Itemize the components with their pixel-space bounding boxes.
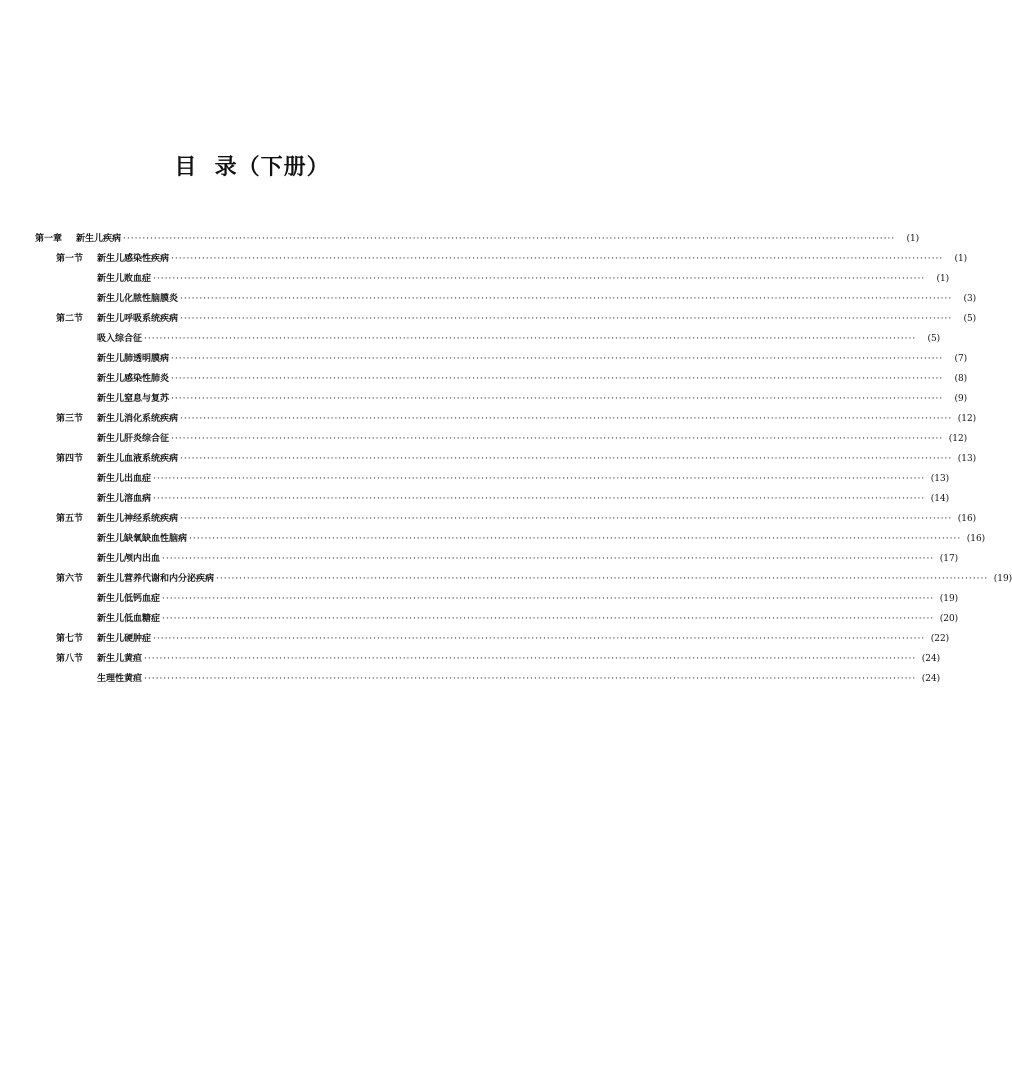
dot-leader: ········································································································································································································ bbox=[171, 394, 944, 404]
toc-page-number: (12) bbox=[948, 434, 968, 444]
toc-entry-title: 新生儿营养代谢和内分泌疾病 bbox=[97, 574, 215, 584]
toc-entry bbox=[0, 371, 968, 387]
page-title: 目 录（下册） bbox=[174, 155, 330, 180]
toc-page-number: (24) bbox=[921, 674, 941, 684]
dot-leader: ········································································································································································································ bbox=[153, 494, 926, 504]
toc-page-number: (13) bbox=[957, 454, 977, 464]
toc-entry bbox=[0, 291, 977, 307]
dot-leader: ········································································································································································································ bbox=[144, 674, 917, 684]
toc-entry bbox=[0, 571, 1012, 587]
dot-leader: ········································································································································································································ bbox=[180, 514, 953, 524]
toc-page-number: (8) bbox=[954, 374, 968, 384]
dot-leader: ········································································································································································································ bbox=[171, 354, 944, 364]
dot-leader: ········································································································································································································ bbox=[180, 414, 953, 424]
toc-entry bbox=[0, 471, 950, 487]
section-label: 第八节 bbox=[56, 654, 84, 664]
toc-page-number: (16) bbox=[966, 534, 986, 544]
dot-leader: ········································································································································································································ bbox=[153, 274, 926, 284]
toc-page-number: (22) bbox=[930, 634, 950, 644]
toc-page-number: (16) bbox=[957, 514, 977, 524]
toc-page-number: (1) bbox=[936, 274, 950, 284]
toc-entry-title: 新生儿败血症 bbox=[97, 274, 152, 284]
toc-entry-title: 新生儿肝炎综合征 bbox=[97, 434, 170, 444]
toc-entry bbox=[0, 431, 968, 447]
toc-entry-title: 新生儿出血症 bbox=[97, 474, 152, 484]
toc-entry bbox=[0, 491, 950, 507]
toc-page-number: (17) bbox=[939, 554, 959, 564]
toc-page-number: (19) bbox=[993, 574, 1012, 584]
toc-page-number: (9) bbox=[954, 394, 968, 404]
toc-entry bbox=[0, 271, 950, 287]
section-label: 第一节 bbox=[56, 254, 84, 264]
toc-entry-title: 新生儿硬肿症 bbox=[97, 634, 152, 644]
toc-entry-title: 新生儿感染性肺炎 bbox=[97, 374, 170, 384]
toc-entry-title: 新生儿低血糖症 bbox=[97, 614, 161, 624]
toc-entry-title: 吸入综合征 bbox=[97, 334, 143, 344]
dot-leader: ········································································································································································································ bbox=[180, 314, 953, 324]
toc-entry bbox=[0, 231, 920, 247]
toc-entry-title: 新生儿缺氧缺血性脑病 bbox=[97, 534, 188, 544]
toc-entry bbox=[0, 331, 941, 347]
toc-entry-title: 新生儿溶血病 bbox=[97, 494, 152, 504]
toc-entry-title: 新生儿血液系统疾病 bbox=[97, 454, 179, 464]
dot-leader: ········································································································································································································ bbox=[189, 534, 962, 544]
toc-entry bbox=[0, 651, 941, 667]
section-label: 第七节 bbox=[56, 634, 84, 644]
toc-entry-title: 新生儿颅内出血 bbox=[97, 554, 161, 564]
dot-leader: ········································································································································································································ bbox=[171, 254, 944, 264]
toc-entry-title: 新生儿感染性疾病 bbox=[97, 254, 170, 264]
toc-entry bbox=[0, 411, 977, 427]
toc-page-number: (1) bbox=[954, 254, 968, 264]
dot-leader: ········································································································································································································ bbox=[162, 594, 935, 604]
toc-entry bbox=[0, 551, 959, 567]
toc-page-number: (13) bbox=[930, 474, 950, 484]
toc-entry-title: 新生儿肺透明膜病 bbox=[97, 354, 170, 364]
dot-leader: ········································································································································································································ bbox=[153, 634, 926, 644]
dot-leader: ········································································································································································································ bbox=[144, 334, 917, 344]
toc-entry-title: 生理性黄疸 bbox=[97, 674, 143, 684]
dot-leader: ········································································································································································································ bbox=[171, 374, 944, 384]
toc-entry-title: 新生儿窒息与复苏 bbox=[97, 394, 170, 404]
toc-entry bbox=[0, 631, 950, 647]
toc-entry-title: 新生儿黄疸 bbox=[97, 654, 143, 664]
toc-entry bbox=[0, 391, 968, 407]
toc-entry-title: 新生儿神经系统疾病 bbox=[97, 514, 179, 524]
dot-leader: ········································································································································································································ bbox=[171, 434, 944, 444]
section-label: 第二节 bbox=[56, 314, 84, 324]
toc-entry bbox=[0, 531, 986, 547]
toc-entry-title: 新生儿呼吸系统疾病 bbox=[97, 314, 179, 324]
toc-page-number: (14) bbox=[930, 494, 950, 504]
toc-entry-title: 新生儿消化系统疾病 bbox=[97, 414, 179, 424]
toc-entry bbox=[0, 251, 968, 267]
section-label: 第五节 bbox=[56, 514, 84, 524]
toc-page-number: (19) bbox=[939, 594, 959, 604]
toc-entry bbox=[0, 351, 968, 367]
toc-page-number: (5) bbox=[927, 334, 941, 344]
section-label: 第六节 bbox=[56, 574, 84, 584]
chapter-label: 第一章 bbox=[35, 234, 63, 244]
dot-leader: ········································································································································································································ bbox=[153, 474, 926, 484]
dot-leader: ········································································································································································································ bbox=[123, 234, 896, 244]
toc-page-number: (1) bbox=[906, 234, 920, 244]
toc-entry-title: 新生儿疾病 bbox=[76, 234, 122, 244]
toc-page-number: (12) bbox=[957, 414, 977, 424]
dot-leader: ········································································································································································································ bbox=[180, 294, 953, 304]
dot-leader: ········································································································································································································ bbox=[162, 554, 935, 564]
toc-entry bbox=[0, 671, 941, 687]
section-label: 第四节 bbox=[56, 454, 84, 464]
toc-entry bbox=[0, 511, 977, 527]
dot-leader: ········································································································································································································ bbox=[162, 614, 935, 624]
toc-page-number: (20) bbox=[939, 614, 959, 624]
toc-page-number: (7) bbox=[954, 354, 968, 364]
section-label: 第三节 bbox=[56, 414, 84, 424]
toc-entry bbox=[0, 591, 959, 607]
toc-page-number: (5) bbox=[963, 314, 977, 324]
toc-entry-title: 新生儿低钙血症 bbox=[97, 594, 161, 604]
toc-page-number: (3) bbox=[963, 294, 977, 304]
dot-leader: ········································································································································································································ bbox=[216, 574, 989, 584]
dot-leader: ········································································································································································································ bbox=[144, 654, 917, 664]
dot-leader: ········································································································································································································ bbox=[180, 454, 953, 464]
toc-entry bbox=[0, 451, 977, 467]
toc-page-number: (24) bbox=[921, 654, 941, 664]
toc-entry-title: 新生儿化脓性脑膜炎 bbox=[97, 294, 179, 304]
toc-entry bbox=[0, 611, 959, 627]
toc-entry bbox=[0, 311, 977, 327]
